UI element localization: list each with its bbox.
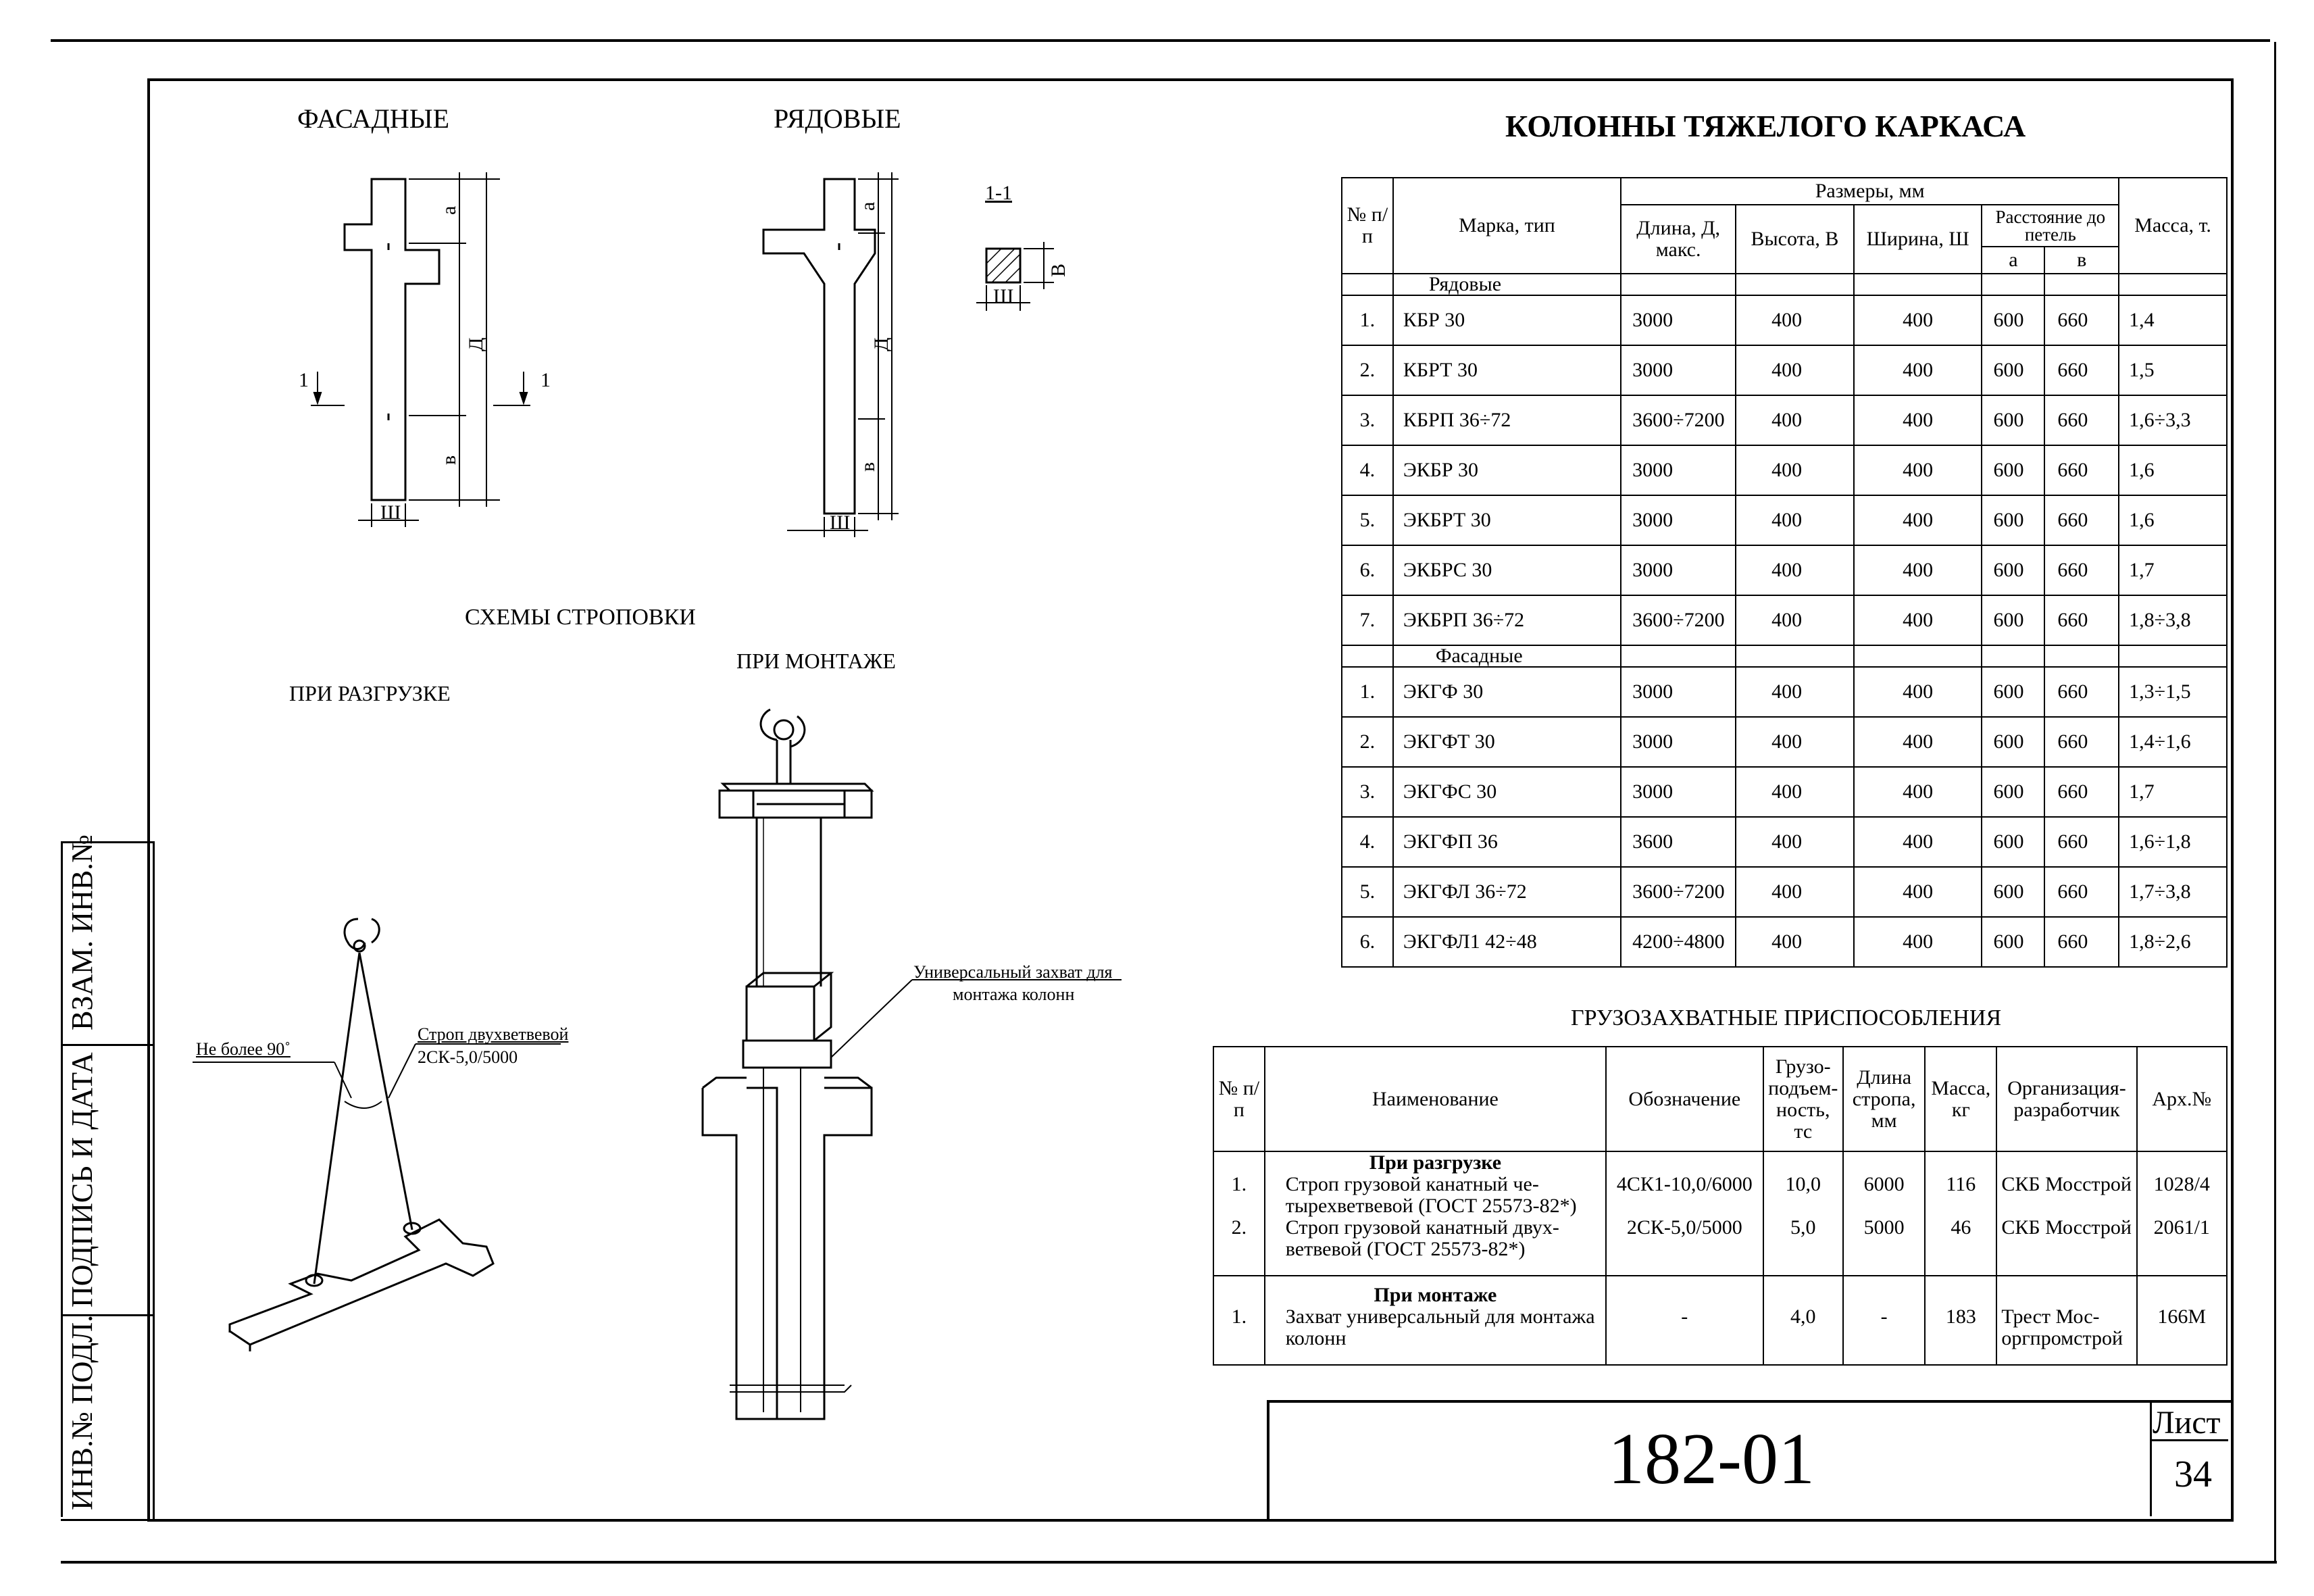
cell-width: 400 [1854, 345, 1982, 395]
cell-mark: ЭКГФП 36 [1393, 817, 1621, 867]
title-block-sheet-divider [2150, 1400, 2152, 1516]
mounting-column [703, 1088, 777, 1419]
col-header-a: а [1982, 247, 2044, 274]
cell-mark: КБР 30 [1393, 295, 1621, 345]
cell-height: 400 [1736, 717, 1854, 767]
grip-group-cell [1996, 1276, 2136, 1306]
cell-mass: 1,7 [2119, 545, 2227, 595]
grip-cell-designation: 4СК1-10,0/6000 [1606, 1174, 1763, 1217]
group-row [1342, 645, 2227, 667]
cell-mass: 1,7÷3,8 [2119, 867, 2227, 917]
col-header-length: Длина, Д, макс. [1621, 205, 1736, 274]
grip-group-cell [1606, 1151, 1763, 1174]
table-row [1342, 445, 2227, 495]
group-cell [1342, 645, 1393, 667]
grip-group-cell [2137, 1276, 2227, 1306]
cell-a: 600 [1982, 345, 2044, 395]
cell-v: 660 [2044, 345, 2119, 395]
cell-mass: 1,7 [2119, 767, 2227, 817]
grip-cell-mass: 116 [1925, 1174, 1996, 1217]
cell-v: 660 [2044, 445, 2119, 495]
drawing-code: 182-01 [1608, 1419, 1815, 1499]
note-grip-line2: монтажа колонн [953, 984, 1075, 1004]
cell-length: 3000 [1621, 545, 1736, 595]
cell-length: 3000 [1621, 717, 1736, 767]
cell-a: 600 [1982, 295, 2044, 345]
cell-height: 400 [1736, 545, 1854, 595]
cell-v: 660 [2044, 395, 2119, 445]
grip-group-cell [1763, 1151, 1843, 1174]
cell-n: 1. [1342, 295, 1393, 345]
unloading-sling-drawing [149, 905, 622, 1378]
section-dim-sh: Ш [993, 285, 1014, 307]
cell-height: 400 [1736, 767, 1854, 817]
cell-v: 660 [2044, 767, 2119, 817]
row-dim-v: в [857, 462, 879, 472]
cell-mass: 1,6÷3,3 [2119, 395, 2227, 445]
facade-column-outline [345, 179, 439, 500]
group-name: Фасадные [1393, 645, 1621, 667]
col-header-mark: Марка, тип [1393, 178, 1621, 274]
cell-a: 600 [1982, 867, 2044, 917]
cell-a: 600 [1982, 767, 2044, 817]
grip-table-row [1213, 1217, 2227, 1276]
top-rule [51, 39, 2270, 42]
grip-group-row [1213, 1276, 2227, 1306]
note-sling-line1: Строп двухветвевой [418, 1024, 569, 1044]
side-label-vzam: ВЗАМ. ИНВ.№ [66, 834, 99, 1030]
facade-dim-v: в [438, 455, 460, 465]
cell-length: 4200÷4800 [1621, 917, 1736, 967]
col-header-mass: Масса, т. [2119, 178, 2227, 274]
grip-cell-capacity: 4,0 [1763, 1306, 1843, 1365]
grip-cell-name: Захват универсальный для монтажа колонн [1265, 1306, 1606, 1365]
col-header-width: Ширина, Ш [1854, 205, 1982, 274]
cell-v: 660 [2044, 495, 2119, 545]
cell-mass: 1,6÷1,8 [2119, 817, 2227, 867]
grip-group-name: При разгрузке [1265, 1151, 1606, 1174]
grip-cell-designation: 2СК-5,0/5000 [1606, 1217, 1763, 1276]
grip-group-cell [1213, 1151, 1265, 1174]
cell-width: 400 [1854, 545, 1982, 595]
grip-cell-developer: СКБ Мосстрой [1996, 1174, 2136, 1217]
cell-width: 400 [1854, 917, 1982, 967]
cell-n: 2. [1342, 345, 1393, 395]
cell-n: 6. [1342, 545, 1393, 595]
table-row [1342, 717, 2227, 767]
grip-group-cell [1763, 1276, 1843, 1306]
table-row [1342, 295, 2227, 345]
grip-cell-mass: 183 [1925, 1306, 1996, 1365]
group-cell [1621, 645, 1736, 667]
grip-cell-capacity: 5,0 [1763, 1217, 1843, 1276]
cell-width: 400 [1854, 817, 1982, 867]
cell-width: 400 [1854, 395, 1982, 445]
grip-group-cell [1996, 1151, 2136, 1174]
grip-cell-length: 5000 [1843, 1217, 1925, 1276]
grip-cell-archive: 166М [2137, 1306, 2227, 1365]
col-header-num: № п/п [1342, 178, 1393, 274]
sheet-label: Лист [2153, 1405, 2221, 1441]
grip-cell-n: 1. [1213, 1174, 1265, 1217]
cell-length: 3000 [1621, 345, 1736, 395]
sling-schemes-title: СХЕМЫ СТРОПОВКИ [465, 605, 696, 630]
gripping-table-title: ГРУЗОЗАХВАТНЫЕ ПРИСПОСОБЛЕНИЯ [1571, 1005, 2002, 1030]
sheet-number: 34 [2174, 1453, 2212, 1495]
cell-length: 3000 [1621, 295, 1736, 345]
group-name: Рядовые [1393, 274, 1621, 295]
cell-mass: 1,8÷2,6 [2119, 917, 2227, 967]
cell-width: 400 [1854, 717, 1982, 767]
grip-header-archive: Арх.№ [2137, 1047, 2227, 1151]
cell-height: 400 [1736, 445, 1854, 495]
cell-mark: КБРТ 30 [1393, 345, 1621, 395]
cell-mark: ЭКБР 30 [1393, 445, 1621, 495]
side-stamp-vline [61, 841, 63, 1517]
cell-a: 600 [1982, 817, 2044, 867]
row-dim-sh: Ш [830, 512, 851, 534]
cell-height: 400 [1736, 495, 1854, 545]
cell-v: 660 [2044, 667, 2119, 717]
cell-length: 3600 [1621, 817, 1736, 867]
facade-title: ФАСАДНЫЕ [297, 103, 450, 134]
group-cell [1342, 274, 1393, 295]
grip-group-row [1213, 1151, 2227, 1174]
grip-table-row [1213, 1306, 2227, 1365]
note-sling-line2: 2СК-5,0/5000 [418, 1047, 518, 1067]
grip-cell-name: Строп грузовой канатный че- тырехветвевой (ГОСТ 25573-82*) [1265, 1174, 1606, 1217]
cell-a: 600 [1982, 445, 2044, 495]
cell-mark: ЭКБРТ 30 [1393, 495, 1621, 545]
columns-table-body [1342, 274, 2227, 967]
group-cell [1982, 274, 2044, 295]
cell-mark: ЭКБРС 30 [1393, 545, 1621, 595]
grip-cell-length: 6000 [1843, 1174, 1925, 1217]
cell-mark: ЭКГФЛ1 42÷48 [1393, 917, 1621, 967]
cell-n: 6. [1342, 917, 1393, 967]
gripping-table [1213, 1046, 2228, 1366]
table-row [1342, 667, 2227, 717]
grip-cell-length: - [1843, 1306, 1925, 1365]
crane-hook [345, 919, 379, 949]
cut-mark-left: 1 [299, 369, 309, 391]
cell-mass: 1,3÷1,5 [2119, 667, 2227, 717]
note-angle: Не более 90˚ [196, 1039, 291, 1059]
grip-group-name: При монтаже [1265, 1276, 1606, 1306]
cell-height: 400 [1736, 595, 1854, 645]
cell-mass: 1,4 [2119, 295, 2227, 345]
cell-width: 400 [1854, 595, 1982, 645]
cell-n: 1. [1342, 667, 1393, 717]
group-row [1342, 274, 2227, 295]
cell-length: 3600÷7200 [1621, 867, 1736, 917]
cell-n: 5. [1342, 495, 1393, 545]
grip-cell-capacity: 10,0 [1763, 1174, 1843, 1217]
group-cell [2044, 645, 2119, 667]
cell-mass: 1,5 [2119, 345, 2227, 395]
cell-n: 2. [1342, 717, 1393, 767]
cell-mass: 1,8÷3,8 [2119, 595, 2227, 645]
cell-mark: КБРП 36÷72 [1393, 395, 1621, 445]
cell-mark: ЭКГФТ 30 [1393, 717, 1621, 767]
table-row [1342, 545, 2227, 595]
cell-v: 660 [2044, 717, 2119, 767]
cell-a: 600 [1982, 495, 2044, 545]
cell-height: 400 [1736, 917, 1854, 967]
column-lying [230, 1220, 493, 1345]
group-cell [1854, 274, 1982, 295]
row-title: РЯДОВЫЕ [774, 103, 901, 134]
cell-a: 600 [1982, 717, 2044, 767]
cell-length: 3000 [1621, 495, 1736, 545]
cell-height: 400 [1736, 667, 1854, 717]
col-header-loop-distance: Расстояние до петель [1982, 205, 2119, 247]
cell-width: 400 [1854, 295, 1982, 345]
grip-header-designation: Обозначение [1606, 1047, 1763, 1151]
cell-n: 3. [1342, 767, 1393, 817]
cell-mark: ЭКГФС 30 [1393, 767, 1621, 817]
section-dim-b: В [1047, 263, 1070, 277]
table-row [1342, 595, 2227, 645]
cell-length: 3000 [1621, 445, 1736, 495]
facade-dim-sh: Ш [380, 501, 401, 524]
cell-height: 400 [1736, 395, 1854, 445]
cell-a: 600 [1982, 595, 2044, 645]
mounting-hook [761, 709, 805, 747]
note-grip-line1: Универсальный захват для [913, 962, 1113, 982]
table-row [1342, 395, 2227, 445]
section-square [986, 249, 1020, 282]
grip-cell-mass: 46 [1925, 1217, 1996, 1276]
table-row [1342, 867, 2227, 917]
group-cell [2119, 274, 2227, 295]
facade-dim-d: Д [465, 337, 487, 351]
gripping-table-body [1213, 1151, 2227, 1365]
cell-v: 660 [2044, 917, 2119, 967]
grip-group-cell [1925, 1151, 1996, 1174]
cell-height: 400 [1736, 817, 1854, 867]
group-cell [1736, 274, 1854, 295]
column-elevations-drawing [149, 149, 1095, 554]
facade-dim-a: а [438, 205, 460, 215]
group-cell [1621, 274, 1736, 295]
section-label: 1-1 [985, 182, 1012, 204]
cell-height: 400 [1736, 345, 1854, 395]
col-header-sizes: Размеры, мм [1621, 178, 2119, 205]
table-row [1342, 817, 2227, 867]
cell-length: 3000 [1621, 767, 1736, 817]
cell-n: 3. [1342, 395, 1393, 445]
table-row [1342, 917, 2227, 967]
grip-cell-n: 2. [1213, 1217, 1265, 1276]
cell-a: 600 [1982, 395, 2044, 445]
col-header-height: Высота, В [1736, 205, 1854, 274]
group-cell [1982, 645, 2044, 667]
grip-cell-developer: Трест Мос- оргпромстрой [1996, 1306, 2136, 1365]
group-cell [1854, 645, 1982, 667]
table-row [1342, 345, 2227, 395]
cell-v: 660 [2044, 595, 2119, 645]
cell-n: 5. [1342, 867, 1393, 917]
row-dim-a: а [857, 201, 879, 211]
cell-width: 400 [1854, 495, 1982, 545]
grip-table-row [1213, 1174, 2227, 1217]
cell-width: 400 [1854, 867, 1982, 917]
mounting-title: ПРИ МОНТАЖЕ [736, 649, 896, 673]
cell-mass: 1,6 [2119, 495, 2227, 545]
cell-mass: 1,4÷1,6 [2119, 717, 2227, 767]
cell-v: 660 [2044, 817, 2119, 867]
grip-header-name: Наименование [1265, 1047, 1606, 1151]
cell-v: 660 [2044, 867, 2119, 917]
cell-length: 3600÷7200 [1621, 595, 1736, 645]
grip-cell-designation: - [1606, 1306, 1763, 1365]
grip-group-cell [1606, 1276, 1763, 1306]
grip-header-mass: Масса, кг [1925, 1047, 1996, 1151]
side-label-podpis: ПОДПИСЬ И ДАТА [66, 1052, 99, 1307]
unloading-title: ПРИ РАЗГРУЗКЕ [289, 681, 451, 705]
cell-n: 4. [1342, 817, 1393, 867]
cell-width: 400 [1854, 667, 1982, 717]
cell-a: 600 [1982, 545, 2044, 595]
cell-n: 7. [1342, 595, 1393, 645]
mounting-drawing [689, 689, 1162, 1480]
cell-a: 600 [1982, 917, 2044, 967]
group-cell [2044, 274, 2119, 295]
columns-table [1341, 177, 2228, 968]
cell-mass: 1,6 [2119, 445, 2227, 495]
cell-mark: ЭКГФЛ 36÷72 [1393, 867, 1621, 917]
grip-header-num: № п/п [1213, 1047, 1265, 1151]
cell-length: 3000 [1621, 667, 1736, 717]
grip-group-cell [2137, 1151, 2227, 1174]
grip-cell-n: 1. [1213, 1306, 1265, 1365]
bottom-rule [61, 1561, 2277, 1564]
grip-group-cell [1843, 1276, 1925, 1306]
cell-width: 400 [1854, 445, 1982, 495]
grip-header-length: Длина стропа, мм [1843, 1047, 1925, 1151]
cell-v: 660 [2044, 545, 2119, 595]
grip-cell-archive: 1028/4 [2137, 1174, 2227, 1217]
grip-cell-developer: СКБ Мосстрой [1996, 1217, 2136, 1276]
grip-group-cell [1213, 1276, 1265, 1306]
table-row [1342, 495, 2227, 545]
table-row [1342, 767, 2227, 817]
columns-table-title: КОЛОННЫ ТЯЖЕЛОГО КАРКАСА [1505, 109, 2026, 143]
grip-cell-name: Строп грузовой канатный двух- ветвевой (ГОСТ 25573-82*) [1265, 1217, 1606, 1276]
row-dim-d: Д [870, 337, 892, 351]
cell-height: 400 [1736, 867, 1854, 917]
cell-n: 4. [1342, 445, 1393, 495]
group-cell [1736, 645, 1854, 667]
col-header-v: в [2044, 247, 2119, 274]
grip-header-capacity: Грузо- подъем- ность, тс [1763, 1047, 1843, 1151]
side-label-inv: ИНВ.№ ПОДЛ. [66, 1314, 99, 1510]
cell-a: 600 [1982, 667, 2044, 717]
cell-height: 400 [1736, 295, 1854, 345]
group-cell [2119, 645, 2227, 667]
grip-header-developer: Организация- разработчик [1996, 1047, 2136, 1151]
cell-mark: ЭКГФ 30 [1393, 667, 1621, 717]
cell-v: 660 [2044, 295, 2119, 345]
grip-cell-archive: 2061/1 [2137, 1217, 2227, 1276]
grip-group-cell [1925, 1276, 1996, 1306]
grip-body [747, 987, 814, 1041]
right-rule [2274, 42, 2276, 1562]
cell-length: 3600÷7200 [1621, 395, 1736, 445]
grip-group-cell [1843, 1151, 1925, 1174]
cell-width: 400 [1854, 767, 1982, 817]
cut-mark-right: 1 [540, 369, 551, 391]
cell-mark: ЭКБРП 36÷72 [1393, 595, 1621, 645]
